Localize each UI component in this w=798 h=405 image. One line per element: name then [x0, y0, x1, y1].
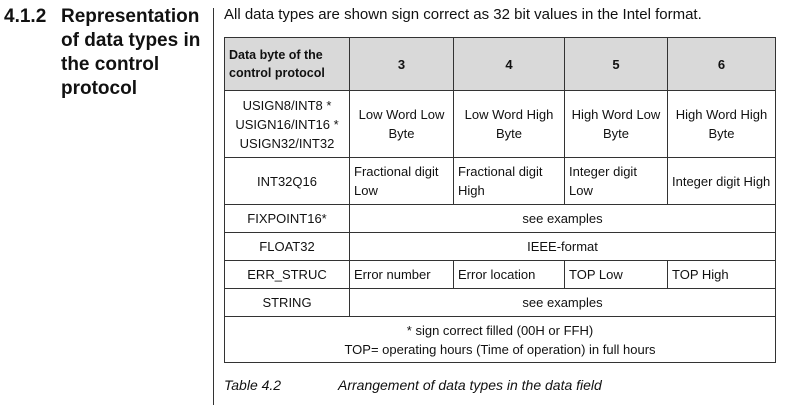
table-cell: Low Word Low Byte [350, 91, 454, 158]
note-sign-correct: * sign correct filled (00H or FFH) [406, 322, 594, 338]
table-notes [225, 317, 776, 363]
table-cell: Integer digit High [668, 158, 776, 205]
table-cell-span: see examples [350, 205, 776, 233]
intro-paragraph: All data types are shown sign correct as 32 bit values in the Intel format. [224, 6, 702, 23]
table-cell: TOP High [668, 261, 776, 289]
header-cell-byte3: 3 [350, 38, 454, 91]
row-label-string: STRING [225, 289, 350, 317]
header-cell-label: Data byte of the control protocol [225, 38, 350, 91]
caption-label: Table 4.2 [224, 377, 282, 393]
row-label-usign: USIGN8/INT8 * USIGN16/INT16 * USIGN32/INT32 [225, 91, 350, 158]
table-cell: Fractional digit Low [350, 158, 454, 205]
section-number: 4.1.2 [4, 6, 47, 27]
row-label-fixpoint16: FIXPOINT16* [225, 205, 350, 233]
table-cell-span: see examples [350, 289, 776, 317]
row-label-float32: FLOAT32 [225, 233, 350, 261]
table-cell: Error number [350, 261, 454, 289]
table-notes-row [225, 317, 776, 363]
table-row [225, 261, 776, 289]
table-cell: Low Word High Byte [454, 91, 565, 158]
table-cell: High Word Low Byte [565, 91, 668, 158]
table-cell: Error location [454, 261, 565, 289]
row-label-int32q16: INT32Q16 [225, 158, 350, 205]
table-cell: TOP Low [565, 261, 668, 289]
table-row [225, 158, 776, 205]
table-row [225, 205, 776, 233]
note-top: TOP= operating hours (Time of operation) in full hours [344, 341, 656, 357]
table-cell: Fractional digit High [454, 158, 565, 205]
table-header-row [225, 38, 776, 91]
table-cell-span: IEEE-format [350, 233, 776, 261]
section-title: Representation of data types in the control protocol [61, 6, 201, 99]
row-label-err-struc: ERR_STRUC [225, 261, 350, 289]
vertical-divider [213, 8, 214, 405]
caption-text: Arrangement of data types in the data field [338, 377, 602, 393]
table-row [225, 233, 776, 261]
header-cell-byte4: 4 [454, 38, 565, 91]
data-types-table [224, 37, 776, 363]
table-row [225, 289, 776, 317]
table-cell: High Word High Byte [668, 91, 776, 158]
table-row [225, 91, 776, 158]
header-cell-byte6: 6 [668, 38, 776, 91]
header-cell-byte5: 5 [565, 38, 668, 91]
table-cell: Integer digit Low [565, 158, 668, 205]
